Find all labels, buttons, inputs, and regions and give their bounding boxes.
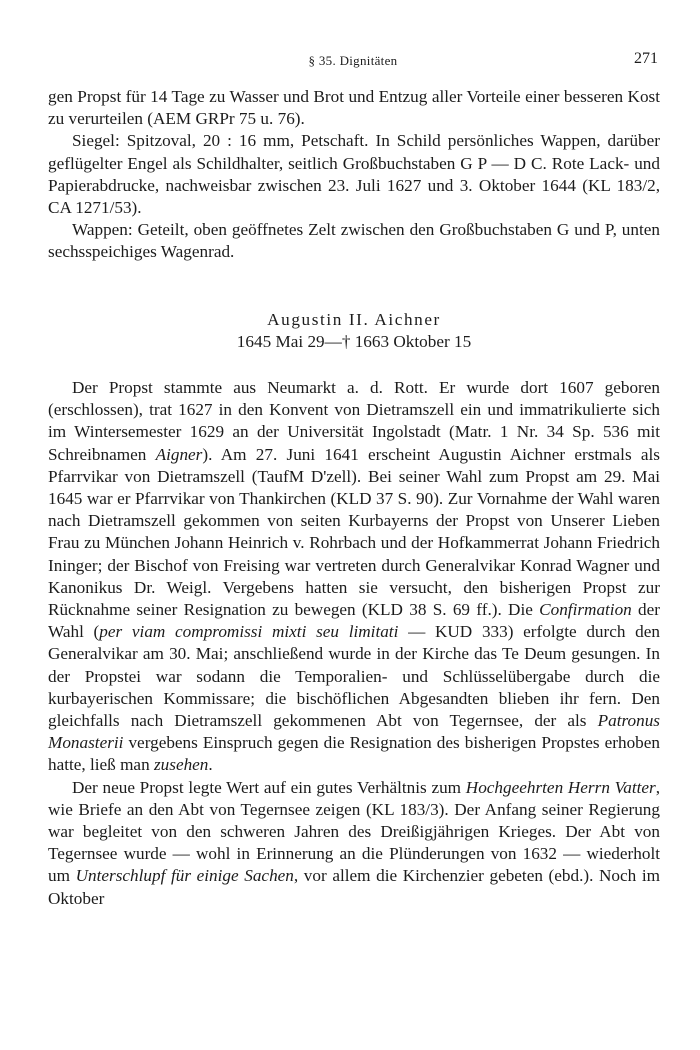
entry-name: Augustin II. Aichner [267,310,441,329]
page-header [48,50,658,72]
italic-run: Hochgeehrten Herrn Vatter [465,777,656,797]
text-run: Der neue Propst legte Wert auf ein gutes Verhältnis zum [72,777,466,797]
text-run: , wie Briefe an den Abt von Tegernsee zeigen (KL 183/3). Der Anfang seiner Regierung war begleitet von den schweren Jahren des Dreißigjährigen Krieges. Der Abt von Tegernsee wurde — wohl in Erinnerung an die Plünderungen von 1632 — wiederholt um [48,777,660,886]
text-run: — KUD 333) erfolgte durch den Generalvikar am 30. Mai; anschließend wurde in der Kirche das Te Deum gesungen. In der Propstei war sodann die Temporalien- und Schlüsselübergabe durch die kurbayerischen Kommissare; die bischöflichen Abgesandten blieben ihr fern. Den gleichfalls nach Dietramszell gekommenen Abt von Tegernsee, der als [48,622,660,731]
italic-run: Patronus Monasterii [48,711,660,753]
italic-run: Unterschlupf für einige Sachen [75,866,294,886]
top-section [48,86,660,264]
italic-run: zusehen [153,755,209,775]
continuation-paragraph: gen Propst für 14 Tage zu Wasser und Brot und Entzug aller Vorteile einer besseren Kost zu verurteilen (AEM GRPr 75 u. 76). [48,87,660,129]
italic-run: Aigner [155,444,203,464]
siegel-paragraph: Siegel: Spitzoval, 20 : 16 mm, Petschaft. In Schild persönliches Wappen, darüber geflügelter Engel als Schildhalter, seitlich Großbuchstaben G P — D C. Rote Lack- und Papierabdrucke, nachweisbar zwischen 23. Juli 1627 und 3. Oktober 1644 (KL 183/2, CA 1271/53). [48,131,660,218]
italic-run: per viam compromissi mixti seu limitati [99,622,399,642]
text-run: ). Am 27. Juni 1641 erscheint Augustin Aichner erstmals als Pfarrvikar von Dietramszell (TaufM D'zell). Bei seiner Wahl zum Propst am 29. Mai 1645 war er Pfarrvikar von Thankirchen (KLD 37 S. 90). Zur Vornahme der Wahl waren nach Dietramszell gekommen von seiten Kurbayerns der Propst von Unserer Lieben Frau zu München Johann Heinrich v. Rohrbach und der Hofkammerrat Johann Friedrich Ininger; der Bischof von Freising war vertreten durch Generalvikar Konrad Wagner und Kanonikus Dr. Weigl. Vergebens hatten sie versucht, den bisherigen Propst zur Rücknahme seiner Resignation zu bewegen (KLD 38 S. 69 ff.). Die [48,444,660,620]
entry-heading [48,309,660,353]
page-number: 271 [634,50,658,67]
biography-paragraph-1 [48,377,660,777]
biography [48,377,660,910]
italic-run: Confirmation [539,600,632,620]
text-run: . [208,755,213,775]
text-run: vergebens Einspruch gegen die Resignation des bisherigen Propstes erhoben hatte, ließ man [48,733,660,775]
biography-paragraph-2 [48,777,660,910]
entry-dates: 1645 Mai 29—† 1663 Oktober 15 [236,332,472,351]
text-run: der Wahl ( [48,600,661,642]
running-head: § 35. Dignitäten [308,53,398,68]
text-run: Der Propst stammte aus Neumarkt a. d. Rott. Er wurde dort 1607 geboren (erschlossen), trat 1627 in den Konvent von Dietramszell ein und immatrikulierte sich im Wintersemester 1629 an der Universität Ingolstadt (Matr. 1 Nr. 34 Sp. 536 mit Schreibnamen [48,378,660,464]
wappen-paragraph: Wappen: Geteilt, oben geöffnetes Zelt zwischen den Großbuchstaben G und P, unten sechsspeichiges Wagenrad. [48,220,660,262]
text-run: , vor allem die Kirchenzier gebeten (ebd.). Noch im Oktober [48,866,661,908]
